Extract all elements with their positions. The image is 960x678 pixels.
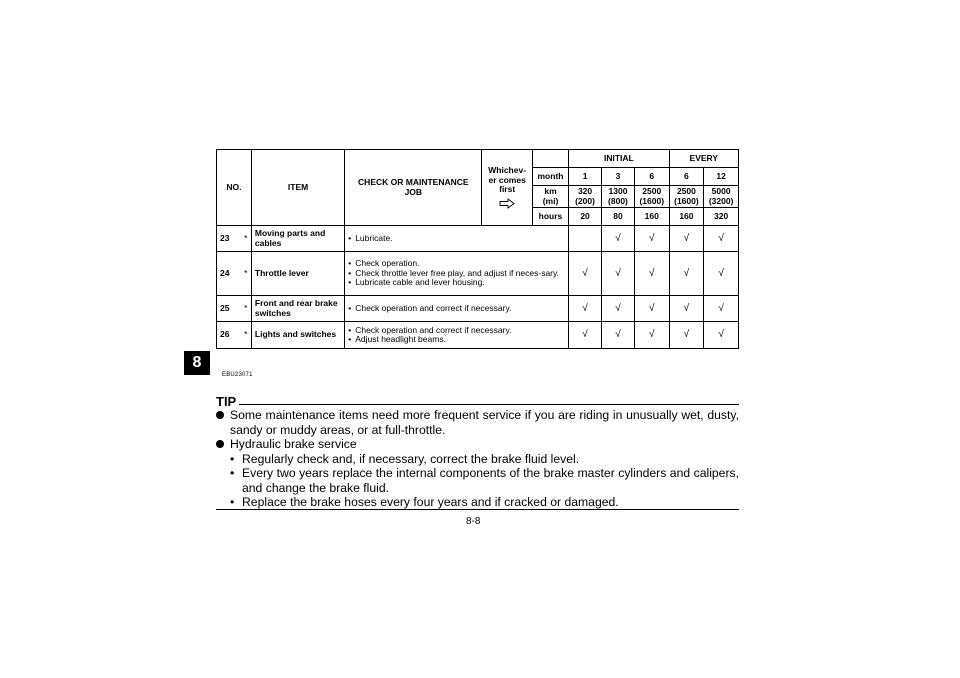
check-mark: √ [602, 252, 635, 296]
check-mark: √ [669, 322, 704, 349]
row-number: 24 [217, 252, 241, 296]
tip-sub-item: • Every two years replace the internal components of the brake master cylinders and calipers, and change the brake fluid. [216, 466, 739, 495]
job-line: • Check operation and correct if necessary. [348, 304, 565, 314]
month-value: 6 [634, 168, 669, 186]
km-value: 2500 (1600) [634, 186, 669, 208]
table-row [217, 322, 739, 349]
tip-sub-item: • Regularly check and, if necessary, correct the brake fluid level. [216, 452, 739, 467]
header-no: NO. [217, 150, 252, 226]
hours-value: 160 [669, 208, 704, 226]
document-code: EBU23071 [222, 372, 253, 378]
row-number: 25 [217, 296, 241, 322]
check-mark: √ [602, 226, 635, 252]
tip-item: Some maintenance items need more frequent service if you are riding in unusually wet, dusty, sandy or muddy areas, or at full-throttle. [216, 408, 739, 437]
table-row [217, 296, 739, 322]
tip-list [216, 408, 739, 510]
month-value: 12 [704, 168, 739, 186]
check-mark: √ [569, 296, 602, 322]
row-number: 26 [217, 322, 241, 349]
chapter-tab: 8 [184, 351, 210, 375]
row-item: Lights and switches [251, 322, 344, 349]
tip-sub-item: • Replace the brake hoses every four years and if cracked or damaged. [216, 495, 739, 510]
asterisk: * [241, 322, 252, 349]
check-mark: √ [634, 226, 669, 252]
table-row [217, 252, 739, 296]
job-line: • Check operation. [348, 259, 565, 269]
row-item: Front and rear brake switches [251, 296, 344, 322]
check-mark: √ [602, 322, 635, 349]
tip-title: TIP [216, 394, 237, 409]
header-job: CHECK OR MAINTENANCE JOB [345, 150, 482, 226]
page-number: 8-8 [466, 516, 481, 527]
check-mark: √ [669, 296, 704, 322]
bullet-dot-icon [216, 411, 224, 419]
month-value: 6 [669, 168, 704, 186]
job-line: • Lubricate. [348, 234, 529, 244]
check-mark: √ [669, 252, 704, 296]
month-value: 3 [602, 168, 635, 186]
check-mark: √ [569, 252, 602, 296]
hours-value: 160 [634, 208, 669, 226]
tip-item: Hydraulic brake service [216, 437, 739, 452]
hours-value: 320 [704, 208, 739, 226]
km-value: 5000 (3200) [704, 186, 739, 208]
asterisk: * [241, 296, 252, 322]
row-jobs [345, 226, 533, 252]
job-line: • Check operation and correct if necessary. [348, 326, 565, 336]
row-jobs [345, 252, 569, 296]
check-mark: √ [704, 322, 739, 349]
table-row [217, 226, 739, 252]
asterisk: * [241, 252, 252, 296]
maintenance-table [216, 149, 739, 349]
unit-km: km (mi) [532, 186, 568, 208]
whichever-line-1: Whichev- [488, 165, 527, 176]
job-line: • Check throttle lever free play, and adjust if neces-sary. [348, 269, 565, 279]
row-item: Throttle lever [251, 252, 344, 296]
bullet-dot-icon [216, 440, 224, 448]
check-mark: √ [704, 252, 739, 296]
asterisk: * [241, 226, 252, 252]
right-arrow-icon [499, 198, 515, 209]
unit-hours: hours [532, 208, 568, 226]
check-mark: √ [704, 226, 739, 252]
unit-month: month [532, 168, 568, 186]
hours-value: 80 [602, 208, 635, 226]
check-mark: √ [634, 322, 669, 349]
header-whichever [482, 150, 532, 226]
km-value: 320 (200) [569, 186, 602, 208]
header-initial: INITIAL [569, 150, 670, 168]
hours-value: 20 [569, 208, 602, 226]
header-item: ITEM [251, 150, 344, 226]
tip-divider [239, 404, 739, 405]
bottom-divider [216, 509, 739, 510]
check-mark: √ [569, 322, 602, 349]
km-value: 1300 (800) [602, 186, 635, 208]
whichever-line-3: first [499, 184, 516, 195]
whichever-line-2: er comes [488, 174, 526, 185]
row-jobs [345, 322, 569, 349]
check-mark: √ [704, 296, 739, 322]
check-mark: √ [602, 296, 635, 322]
row-jobs [345, 296, 569, 322]
row-number: 23 [217, 226, 241, 252]
job-line: • Lubricate cable and lever housing. [348, 278, 565, 288]
month-value: 1 [569, 168, 602, 186]
header-every: EVERY [669, 150, 738, 168]
job-line: • Adjust headlight beams. [348, 335, 565, 345]
km-value: 2500 (1600) [669, 186, 704, 208]
row-item: Moving parts and cables [251, 226, 344, 252]
check-mark: √ [634, 252, 669, 296]
check-mark: √ [669, 226, 704, 252]
check-mark: √ [634, 296, 669, 322]
